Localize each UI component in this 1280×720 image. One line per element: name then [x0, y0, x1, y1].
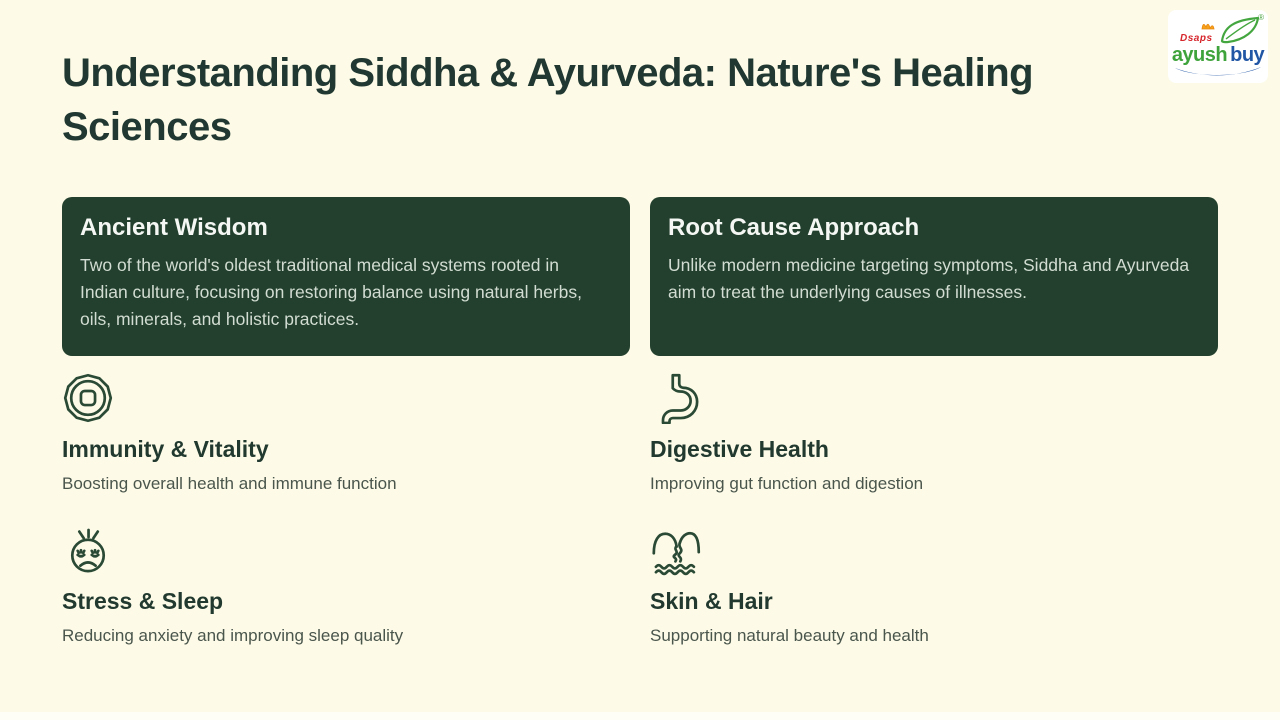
card-title: Root Cause Approach [668, 214, 920, 241]
feature-title: Digestive Health [650, 436, 829, 462]
logo-swoosh [1172, 66, 1264, 78]
stomach-icon [650, 372, 702, 424]
feature-grid [62, 372, 1218, 646]
logo-ayush-text: ayush [1171, 44, 1228, 66]
logo-dsaps-text: Dsaps [1180, 33, 1213, 44]
logo-buy-text: buy [1230, 44, 1265, 66]
ayushbuy-logo [1168, 10, 1268, 83]
feature-title: Immunity & Vitality [62, 436, 269, 462]
feature-description: Supporting natural beauty and health [650, 626, 929, 645]
info-cards [62, 197, 1218, 356]
card-ancient-wisdom [62, 197, 630, 356]
logo-leaf-area [1172, 15, 1264, 45]
card-title: Ancient Wisdom [80, 214, 268, 241]
feature-immunity-vitality [62, 372, 630, 494]
card-body: Unlike modern medicine targeting symptoms, Siddha and Ayurveda aim to treat the underlying causes of illnesses. [668, 255, 1190, 302]
card-root-cause-approach [650, 197, 1218, 356]
feature-stress-sleep [62, 524, 630, 646]
feature-title: Skin & Hair [650, 588, 773, 614]
feature-digestive-health [650, 372, 1218, 494]
feature-title: Stress & Sleep [62, 588, 224, 614]
page-title: Understanding Siddha & Ayurveda: Nature's Healing Sciences [62, 51, 1034, 149]
card-body: Two of the world's oldest traditional medical systems rooted in Indian culture, focusing on restoring balance using natural herbs, oils, minerals, and holistic practices. [80, 255, 582, 329]
feature-skin-hair [650, 524, 1218, 646]
badge-icon [62, 372, 114, 424]
bottom-strip [0, 712, 1280, 720]
feature-description: Improving gut function and digestion [650, 474, 924, 493]
registered-mark: ® [1258, 13, 1264, 22]
feature-description: Reducing anxiety and improving sleep quality [62, 626, 404, 645]
feature-description: Boosting overall health and immune function [62, 474, 397, 493]
logo-wordmark [1172, 45, 1264, 65]
hills-stream-icon [650, 524, 702, 576]
stressed-face-icon [62, 524, 114, 576]
